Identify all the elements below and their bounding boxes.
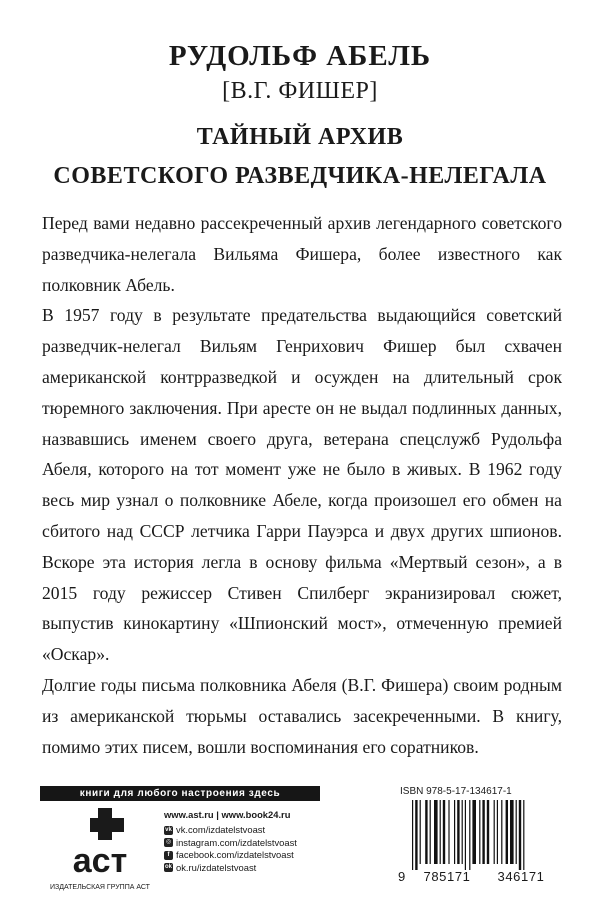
social-link-text: vk.com/izdatelstvoast bbox=[176, 824, 266, 835]
publisher-logo bbox=[40, 806, 160, 898]
author-real-name: [В.Г. ФИШЕР] bbox=[222, 78, 378, 104]
barcode-bar bbox=[510, 800, 514, 864]
barcode-bar bbox=[497, 800, 498, 864]
annotation bbox=[42, 208, 562, 762]
barcode-bar bbox=[457, 800, 459, 864]
barcode-bar bbox=[482, 800, 484, 864]
publisher-slogan: книги для любого настроения здесь bbox=[40, 786, 320, 801]
odnoklassniki-icon: ok bbox=[164, 864, 172, 871]
publisher-websites[interactable]: www.ast.ru | www.book24.ru bbox=[164, 809, 291, 820]
vk-icon: vk bbox=[165, 826, 172, 833]
barcode-bar bbox=[415, 800, 417, 870]
barcode-bar bbox=[462, 800, 463, 864]
isbn-number: ISBN 978-5-17-134617-1 bbox=[400, 786, 512, 797]
barcode-icon bbox=[400, 800, 560, 870]
barcode-bar bbox=[440, 800, 441, 864]
social-link-text: ok.ru/izdatelstvoast bbox=[176, 861, 257, 873]
facebook-icon: f bbox=[164, 851, 173, 860]
barcode-bar bbox=[454, 800, 455, 864]
social-link-odnoklassniki[interactable] bbox=[164, 862, 364, 875]
social-link-text: facebook.com/izdatelstvoast bbox=[176, 849, 294, 860]
barcode-bar bbox=[430, 800, 431, 864]
annotation-paragraph-3: Долгие годы письма полковника Абеля (В.Г. Фишера) своим родным из американской тюрьмы оставались засекреченными. В книгу, помимо этих писем, вошли воспоминания его соратников. bbox=[42, 674, 562, 757]
barcode-bar bbox=[434, 800, 438, 864]
barcode-bar bbox=[465, 800, 466, 870]
barcode-bar bbox=[412, 800, 413, 870]
barcode-bar bbox=[448, 800, 449, 864]
publisher-caption: ИЗДАТЕЛЬСКАЯ ГРУППА АСТ bbox=[50, 884, 150, 891]
author-name: РУДОЛЬФ АБЕЛЬ bbox=[168, 40, 432, 72]
barcode-bar bbox=[469, 800, 470, 870]
social-link-vk[interactable] bbox=[164, 824, 364, 837]
social-link-facebook[interactable] bbox=[164, 849, 364, 862]
barcode-bar bbox=[523, 800, 524, 870]
barcode-first-digit: 9 bbox=[398, 869, 406, 884]
barcode-bar bbox=[425, 800, 427, 864]
barcode-bar bbox=[443, 800, 445, 864]
ast-logo-icon bbox=[68, 806, 132, 880]
barcode-bar bbox=[501, 800, 502, 864]
social-link-instagram[interactable] bbox=[164, 837, 364, 850]
logo-text: аст bbox=[72, 842, 128, 880]
barcode-bar bbox=[479, 800, 480, 864]
barcode-right-group: 346171 bbox=[497, 869, 545, 884]
annotation-paragraph-1: Перед вами недавно рассекреченный архив легендарного советского разведчика-нелегала Вильяма Фишера, более известного как полковник Абель. bbox=[42, 213, 562, 295]
barcode-left-group: 785171 bbox=[423, 869, 471, 884]
barcode-digits bbox=[398, 869, 562, 884]
book-title-line-2: СОВЕТСКОГО РАЗВЕДЧИКА-НЕЛЕГАЛА bbox=[53, 163, 547, 189]
isbn-barcode-block bbox=[398, 786, 562, 898]
barcode-bar bbox=[516, 800, 517, 864]
instagram-icon: ◎ bbox=[165, 839, 172, 846]
publisher-contacts bbox=[164, 806, 364, 874]
book-title-line-1: ТАЙНЫЙ АРХИВ bbox=[196, 124, 404, 150]
barcode-bar bbox=[487, 800, 489, 864]
social-link-text: instagram.com/izdatelstvoast bbox=[176, 836, 297, 848]
barcode-bar bbox=[519, 800, 521, 870]
annotation-paragraph-2: В 1957 году в результате предательства выдающийся советский разведчик-нелегал Вильям Генрихович Фишер был схвачен американской контрразведкой и осужден на длительный срок тюремного заключения. При аресте он не выдал подлинных данных, назвавшись именем своего друга, ветерана спецслужб Рудольфа Абеля, которого на тот момент уже не было в живых. В 1962 году весь мир узнал о полковнике Абеле, когда произошел его обмен на сбитого над СССР летчика Гарри Пауэрса и двух других шпионов. Вскоре эта история легла в основу фильма «Мертвый сезон», а в 2015 году режиссер Стивен Спилберг экранизировал сюжет, выпустив кинокартину «Шпионский мост», отмеченную премией «Оскар». bbox=[42, 305, 562, 665]
barcode-bar bbox=[506, 800, 508, 864]
barcode-bar bbox=[420, 800, 421, 864]
barcode-bar bbox=[494, 800, 495, 864]
barcode-bar bbox=[472, 800, 476, 864]
